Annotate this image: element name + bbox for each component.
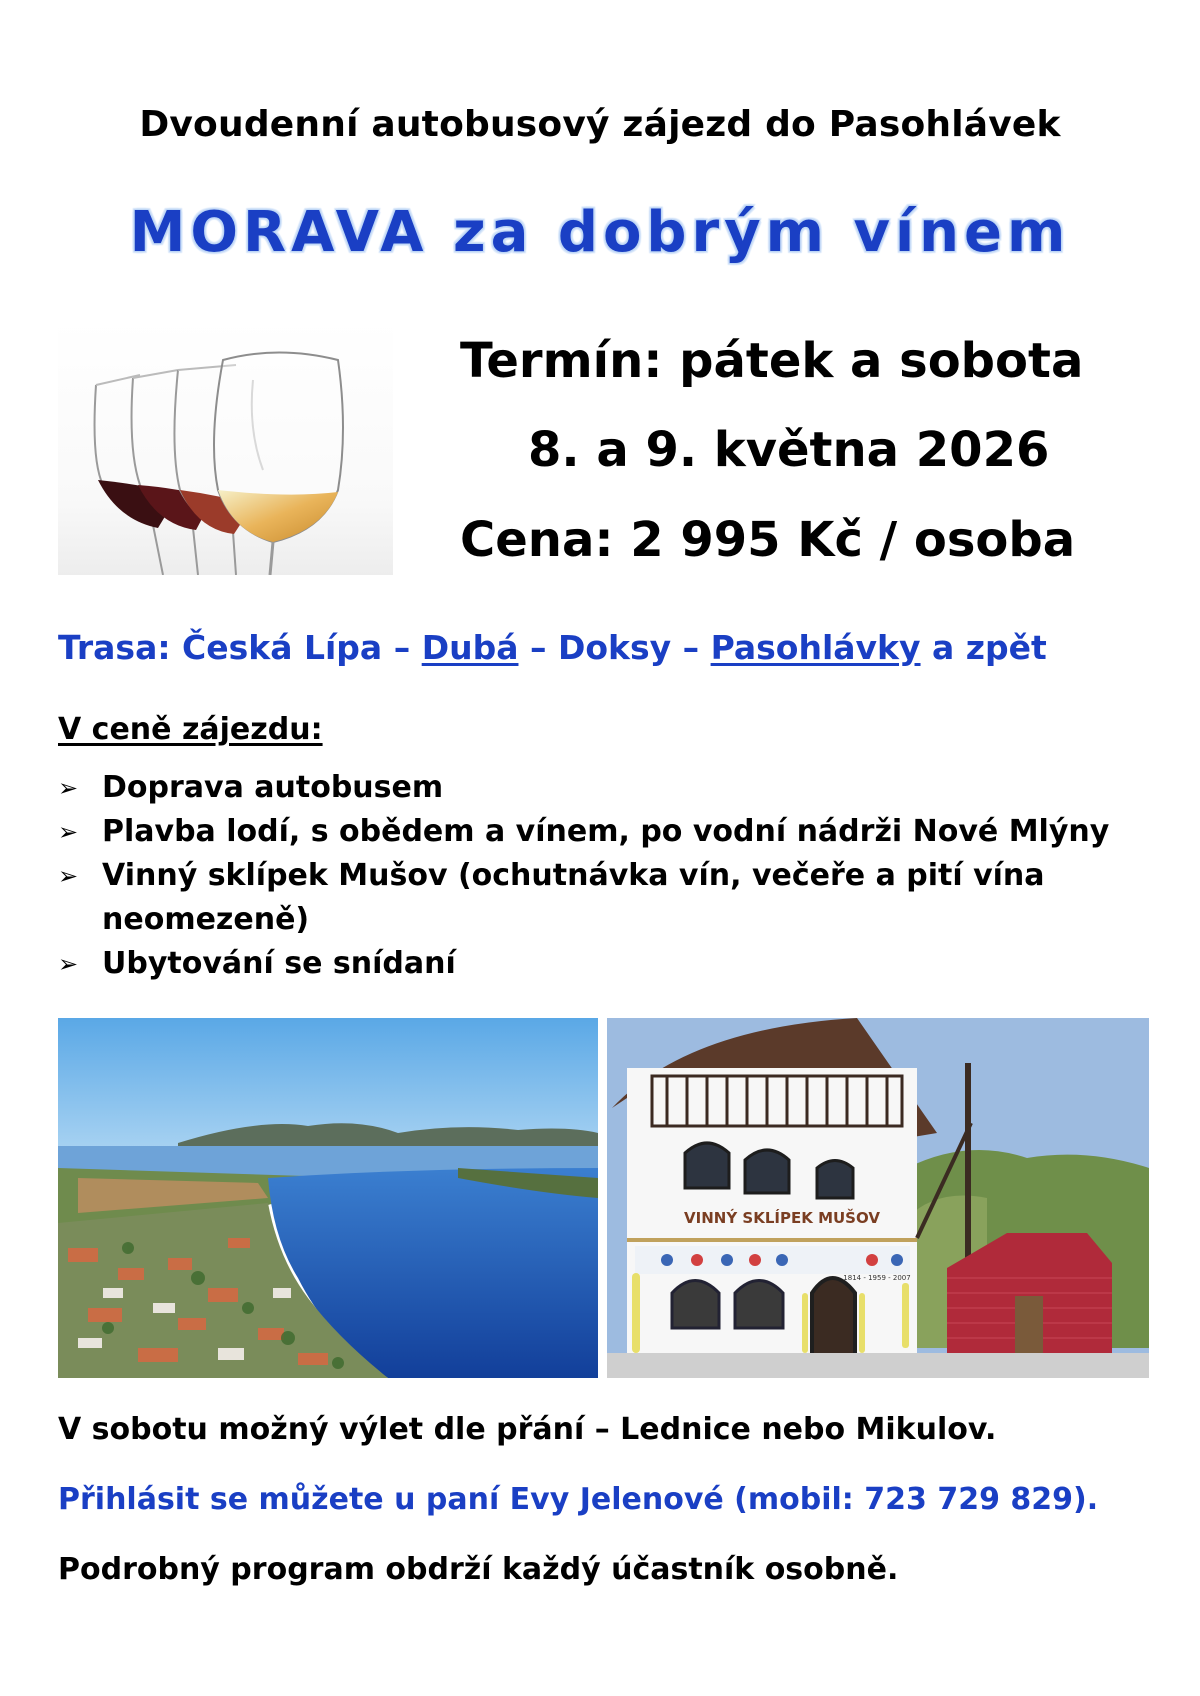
arrow-bullet-icon: ➢ [58,818,79,846]
included-heading: V ceně zájezdu: [58,712,323,747]
term-line: Termín: pátek a sobota [460,333,1084,389]
route-stop-duba[interactable]: Dubá [421,628,519,667]
list-item [58,942,1158,986]
wine-glasses-image [58,320,393,575]
list-item-text: Ubytování se snídaní [102,946,456,981]
wine-cellar-photo [607,1018,1149,1378]
list-item-text: Vinný sklípek Mušov (ochutnávka vín, večeře a pití vína neomezeně) [102,858,1045,937]
program-note: Podrobný program obdrží každý účastník osobně. [58,1552,899,1587]
route-middle: – Doksy – [518,628,711,667]
saturday-trip-note: V sobotu možný výlet dle přání – Lednice nebo Mikulov. [58,1412,997,1447]
arrow-bullet-icon: ➢ [58,862,79,890]
main-title: MORAVA za dobrým vínem [129,200,1071,265]
list-item-text: Doprava autobusem [102,770,444,805]
route-prefix: Trasa: Česká Lípa – [58,628,422,667]
route-stop-pasohlavky[interactable]: Pasohlávky [710,628,921,667]
list-item-text: Plavba lodí, s obědem a vínem, po vodní nádrži Nové Mlýny [102,814,1110,849]
route-suffix: a zpět [920,628,1047,667]
route-line [58,628,1047,667]
list-item [58,810,1158,854]
list-item [58,854,1158,942]
dates-line: 8. a 9. května 2026 [528,422,1050,478]
lake-photo [58,1018,598,1378]
subtitle: Dvoudenní autobusový zájezd do Pasohlávek [139,104,1061,145]
included-list [58,766,1158,986]
price-line: Cena: 2 995 Kč / osoba [460,512,1076,568]
cellar-sign-text: VINNÝ SKLÍPEK MUŠOV [684,1209,880,1227]
list-item [58,766,1158,810]
arrow-bullet-icon: ➢ [58,950,79,978]
arrow-bullet-icon: ➢ [58,774,79,802]
cellar-years-text: 1814 - 1959 - 2007 [843,1274,911,1282]
signup-contact-note: Přihlásit se můžete u paní Evy Jelenové (mobil: 723 729 829). [58,1482,1099,1517]
